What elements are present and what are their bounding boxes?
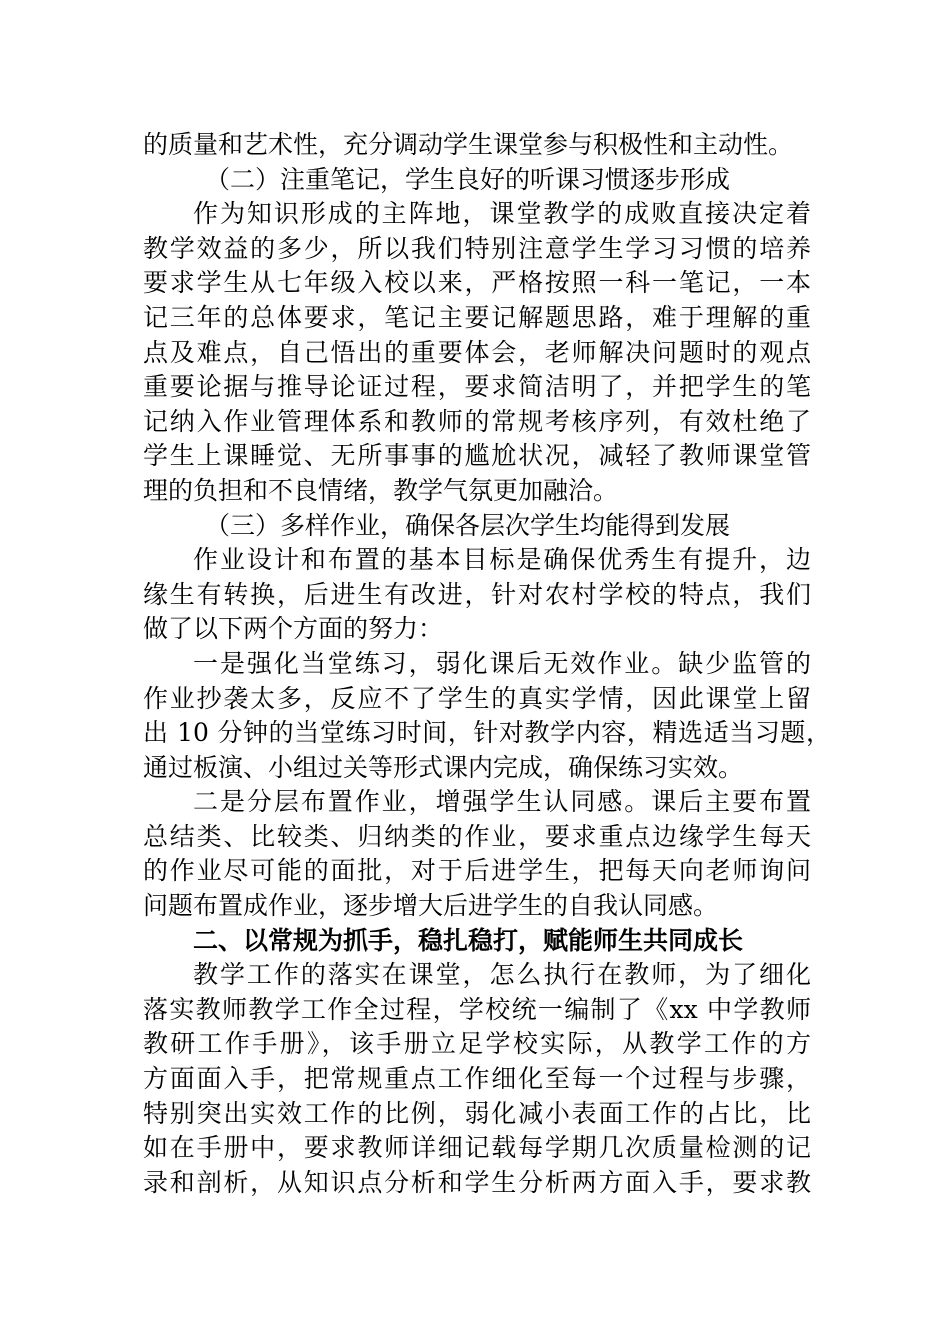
text-line: 记三年的总体要求，笔记主要记解题思路，难于理解的重 [143,302,811,332]
text-line: 重要论据与推导论证过程，要求简洁明了，并把学生的笔 [143,372,811,402]
text-line: 如在手册中，要求教师详细记载每学期几次质量检测的记 [143,1133,811,1163]
text-line: 通过板演、小组过关等形式课内完成，确保练习实效。 [143,752,744,782]
section-subheading: （三）多样作业，确保各层次学生均能得到发展 [205,510,731,540]
section-subheading: （二）注重笔记，学生良好的听课习惯逐步形成 [205,164,731,194]
body-text [143,128,831,1200]
text-line: 的质量和艺术性，充分调动学生课堂参与积极性和主动性。 [143,130,794,159]
section-heading: 二、以常规为抓手，稳扎稳打，赋能师生共同成长 [193,925,744,955]
text-line: 做了以下两个方面的努力： [143,614,444,644]
text-line: 特别突出实效工作的比例，弱化减小表面工作的占比，比 [143,1098,811,1128]
text-line: 落实教师教学工作全过程，学校统一编制了《xx 中学教师 [143,994,811,1024]
text-line: 录和剖析，从知识点分析和学生分析两方面入手，要求教 [143,1167,811,1197]
text-line: 问题布置成作业，逐步增大后进学生的自我认同感。 [143,891,719,921]
text-line: 方面面入手，把常规重点工作细化至每一个过程与步骤， [143,1064,811,1094]
text-line: 教研工作手册》，该手册立足学校实际，从教学工作的方 [143,1029,811,1059]
text-line: 要求学生从七年级入校以来，严格按照一科一笔记，一本 [143,268,811,298]
text-line: 出 10 分钟的当堂练习时间，针对教学内容，精选适当习题， [143,718,831,748]
text-line: 总结类、比较类、归纳类的作业，要求重点边缘学生每天 [143,821,811,851]
text-line: 理的负担和不良情绪，教学气氛更加融洽。 [143,475,619,505]
text-line: 二是分层布置作业，增强学生认同感。课后主要布置 [193,787,811,817]
text-line: 记纳入作业管理体系和教师的常规考核序列，有效杜绝了 [143,406,811,436]
text-line: 缘生有转换，后进生有改进，针对农村学校的特点，我们 [143,579,811,609]
text-line: 学生上课睡觉、无所事事的尴尬状况，减轻了教师课堂管 [143,441,811,471]
text-line: 点及难点，自己悟出的重要体会，老师解决问题时的观点 [143,337,811,367]
text-line: 一是强化当堂练习，弱化课后无效作业。缺少监管的 [193,648,811,678]
text-line: 作为知识形成的主阵地，课堂教学的成败直接决定着 [193,199,811,229]
text-line: 的作业尽可能的面批，对于后进学生，把每天向老师询问 [143,856,811,886]
text-line: 作业抄袭太多，反应不了学生的真实学情，因此课堂上留 [143,683,811,713]
text-line: 教学工作的落实在课堂，怎么执行在教师，为了细化 [193,960,811,990]
text-line: 作业设计和布置的基本目标是确保优秀生有提升，边 [193,545,811,575]
text-line: 教学效益的多少，所以我们特别注意学生学习习惯的培养 [143,233,811,263]
